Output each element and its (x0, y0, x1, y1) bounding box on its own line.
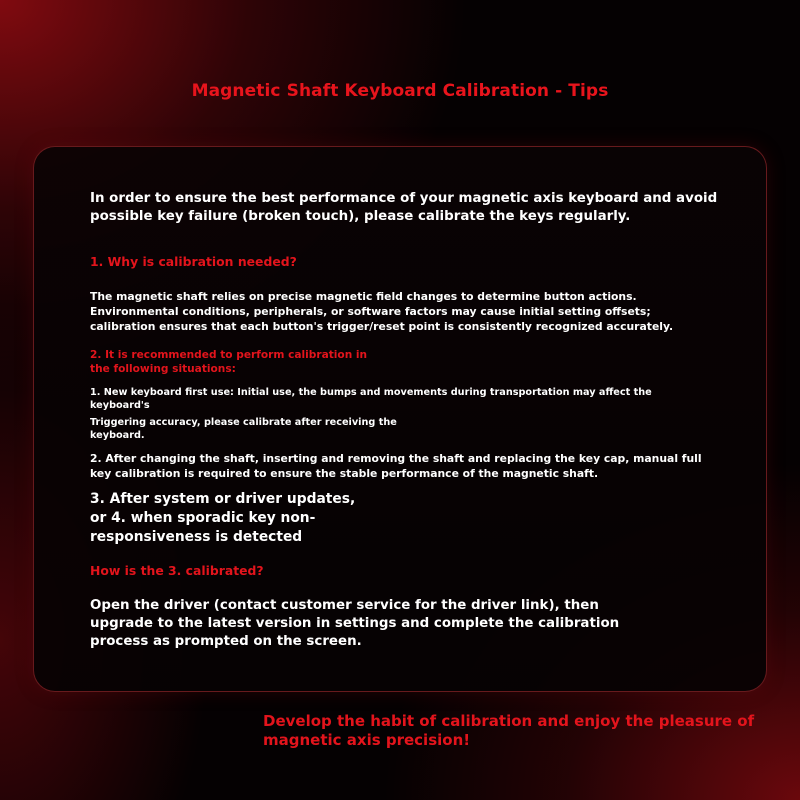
section-3-body-line-2: upgrade to the latest version in settings and complete the calibration (90, 616, 620, 631)
section-3-heading: How is the 3. calibrated? (90, 563, 264, 578)
situation-2-line-2: key calibration is required to ensure the stable performance of the magnetic shaft. (90, 467, 599, 480)
situation-1-intro (90, 386, 652, 412)
section-3-body-line-1: Open the driver (contact customer service for the driver link), then (90, 598, 599, 613)
section-1-body-line-3: calibration ensures that each button's trigger/reset point is consistently recognized accurately. (90, 320, 674, 333)
intro-paragraph (90, 190, 717, 226)
situation-3-line-1: 3. After system or driver updates, (90, 491, 356, 507)
situation-1-line-1: 1. New keyboard first use: Initial use, the bumps and movements during transportation may affect the (90, 387, 652, 398)
intro-line-2: possible key failure (broken touch), please calibrate the keys regularly. (90, 209, 631, 224)
footer-line-1: Develop the habit of calibration and enjoy the pleasure of (263, 712, 755, 730)
situation-1-line-4: keyboard. (90, 430, 145, 441)
situation-3 (90, 490, 355, 547)
page-title: Magnetic Shaft Keyboard Calibration - Tips (191, 81, 609, 102)
section-3-body-line-3: process as prompted on the screen. (90, 634, 362, 649)
situation-3-line-2: or 4. when sporadic key non- (90, 510, 316, 526)
situation-1-line-2: keyboard's (90, 400, 150, 411)
section-1-body-line-1: The magnetic shaft relies on precise magnetic field changes to determine button actions. (90, 290, 637, 303)
situation-1-detail (90, 416, 397, 442)
situation-3-line-3: responsiveness is detected (90, 529, 303, 545)
situation-2 (90, 451, 702, 481)
section-2-heading-line-2: the following situations: (90, 363, 236, 375)
footer-slogan (263, 712, 754, 750)
situation-2-line-1: 2. After changing the shaft, inserting and removing the shaft and replacing the key cap, manual full (90, 452, 702, 465)
intro-line-1: In order to ensure the best performance of your magnetic axis keyboard and avoid (90, 191, 718, 206)
section-2-heading-line-1: 2. It is recommended to perform calibration in (90, 349, 368, 361)
section-2-heading (90, 348, 367, 376)
situation-1-line-3: Triggering accuracy, please calibrate after receiving the (90, 417, 397, 428)
section-3-body (90, 597, 619, 651)
section-1-body-line-2: Environmental conditions, peripherals, or software factors may cause initial setting offsets; (90, 305, 651, 318)
section-1-heading: 1. Why is calibration needed? (90, 254, 297, 269)
section-1-body (90, 289, 673, 334)
footer-line-2: magnetic axis precision! (263, 731, 471, 749)
